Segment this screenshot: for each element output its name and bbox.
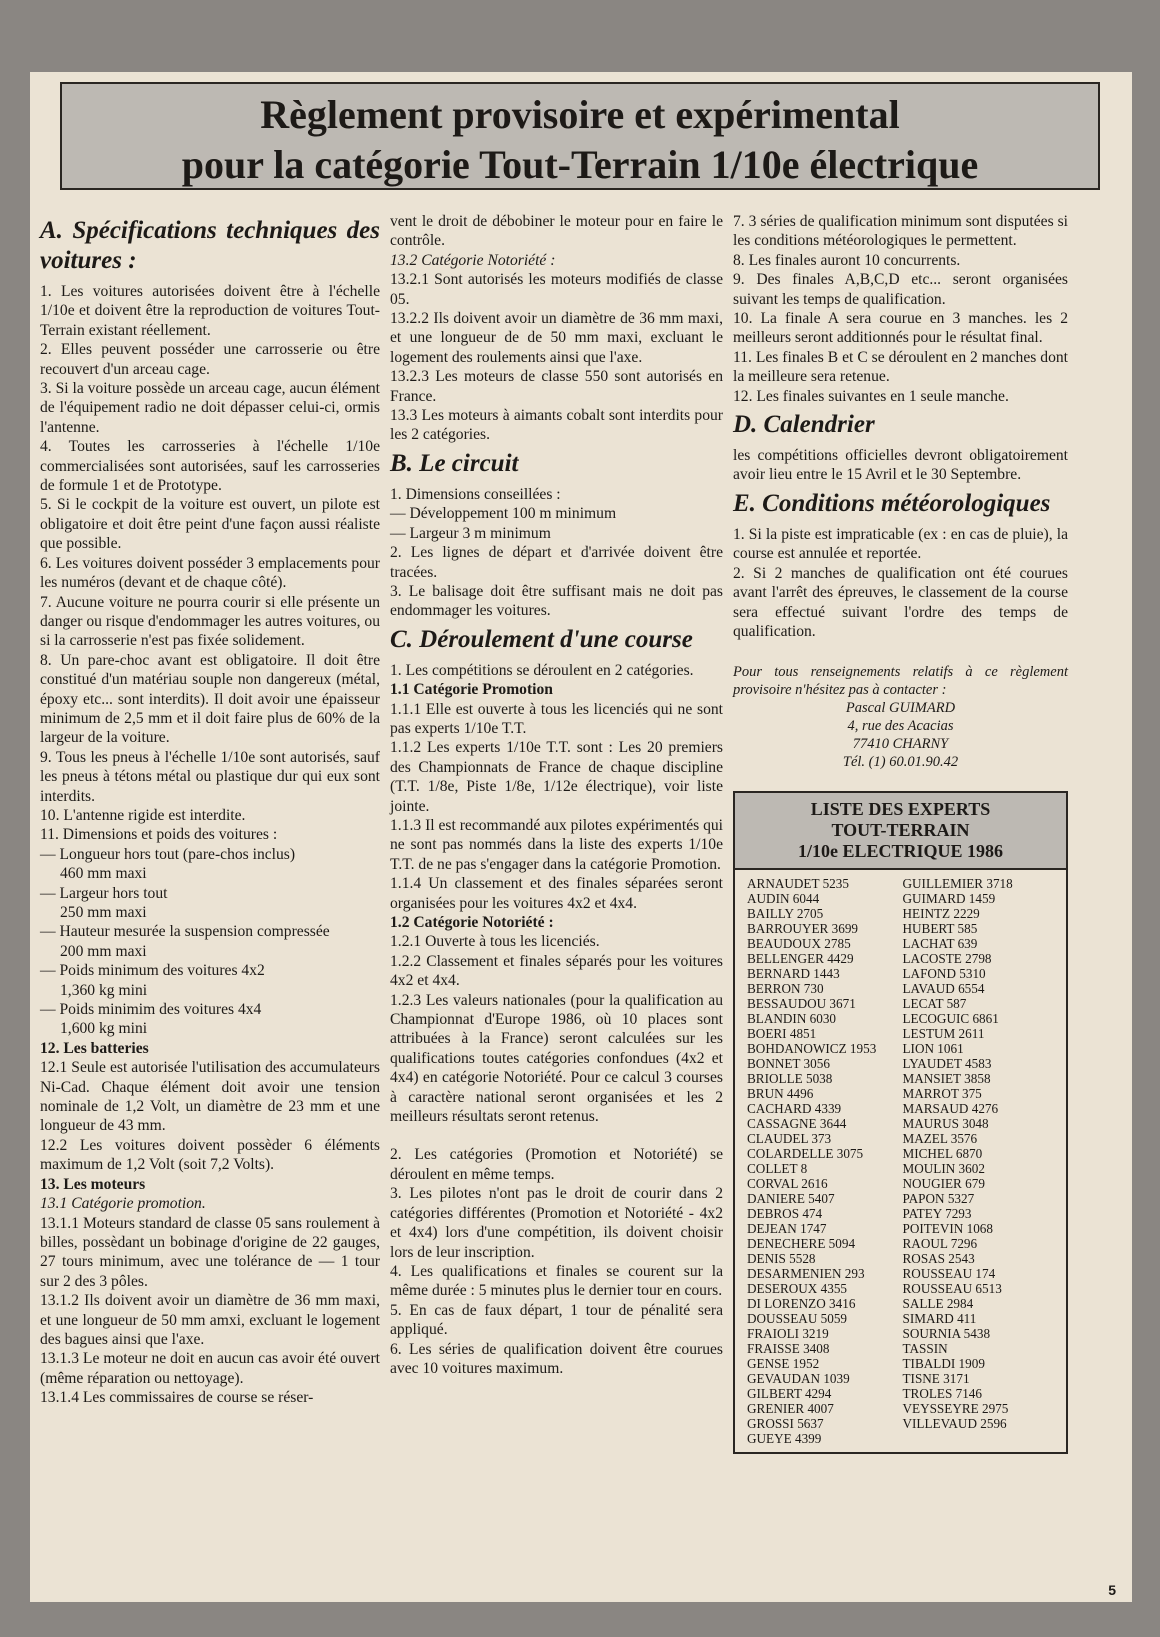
expert-entry: TISNE 3171 <box>902 1371 970 1387</box>
experts-head-1: LISTE DES EXPERTS <box>810 799 991 820</box>
expert-entry: GUEYE 4399 <box>747 1431 822 1447</box>
a-d1: — Longueur hors tout (pare-chos inclus) <box>40 845 296 863</box>
c10: 10. La finale A sera courue en 3 manches. les 2 meilleurs seront additionnés pour le résultat final. <box>733 310 1068 347</box>
c9: 9. Des finales A,B,C,D etc... seront organisées suivant les temps de qualification. <box>733 271 1068 308</box>
expert-entry: ROUSSEAU 174 <box>902 1266 996 1282</box>
a-d3: — Hauteur mesurée la suspension compressée <box>40 923 330 941</box>
expert-entry: NOUGIER 679 <box>902 1176 985 1192</box>
title-line-2: pour la catégorie Tout-Terrain 1/10e électrique <box>181 142 979 187</box>
c1: 1. Les compétitions se déroulent en 2 catégories. <box>390 661 694 679</box>
a-h12: 12. Les batteries <box>40 1039 149 1057</box>
expert-entry: MARSAUD 4276 <box>902 1101 999 1117</box>
contact-name: Pascal GUIMARD <box>845 700 956 717</box>
expert-entry: MAZEL 3576 <box>902 1131 978 1147</box>
expert-entry: BESSAUDOU 3671 <box>747 996 856 1012</box>
a-d5v: 1,600 kg mini <box>60 1020 148 1038</box>
expert-entry: AUDIN 6044 <box>747 891 820 907</box>
expert-entry: CACHARD 4339 <box>747 1101 842 1117</box>
expert-entry: GENSE 1952 <box>747 1356 820 1372</box>
expert-entry: LECAT 587 <box>902 996 967 1012</box>
b1b: — Largeur 3 m minimum <box>390 524 551 542</box>
a-p13-1-3: 13.1.3 Le moteur ne doit en aucun cas avoir été ouvert (même réparation ou nettoyage). <box>40 1350 380 1387</box>
contact-street: 4, rue des Acacias <box>847 718 954 735</box>
expert-entry: DESARMENIEN 293 <box>747 1266 865 1282</box>
b1: 1. Dimensions conseillées : <box>390 485 561 503</box>
expert-entry: FRAIOLI 3219 <box>747 1326 829 1342</box>
expert-entry: LAVAUD 6554 <box>902 981 985 997</box>
expert-entry: DOUSSEAU 5059 <box>747 1311 848 1327</box>
expert-entry: GRENIER 4007 <box>747 1401 834 1417</box>
c1-1-2: 1.1.2 Les experts 1/10e T.T. sont : Les 20 premiers des Championnats de France de chaque discipline (T.T. 1/8e, Piste 1/8e, 1/12e électrique), voir liste jointe. <box>390 739 723 815</box>
c2: 2. Les catégories (Promotion et Notoriété) se déroulent en même temps. <box>390 1146 723 1183</box>
b1a: — Développement 100 m minimum <box>390 505 617 523</box>
expert-entry: ROUSSEAU 6513 <box>902 1281 1002 1297</box>
expert-entry: LAFOND 5310 <box>902 966 986 982</box>
expert-entry: POITEVIN 1068 <box>902 1221 993 1237</box>
expert-entry: GROSSI 5637 <box>747 1416 824 1432</box>
e1: 1. Si la piste est impraticable (ex : en cas de pluie), la course est annulée et reportée. <box>733 525 1068 563</box>
a-d1v: 460 mm maxi <box>60 865 147 883</box>
a-p7: 7. Aucune voiture ne pourra courir si elle présente un danger ou risque d'endommager les autres voitures, ou si la carrosserie n'est pas fixée solidement. <box>40 593 380 650</box>
section-e-heading: E. Conditions météorologiques <box>733 489 1051 517</box>
b-cont: vent le droit de débobiner le moteur pour en faire le contrôle. <box>390 213 723 250</box>
b2: 2. Les lignes de départ et d'arrivée doivent être tracées. <box>390 544 723 581</box>
column-1 <box>40 212 380 1408</box>
experts-head-3: 1/10e ELECTRIQUE 1986 <box>797 841 1004 862</box>
column-2 <box>390 212 723 1378</box>
expert-entry: GUILLEMIER 3718 <box>902 876 1013 892</box>
a-p1: 1. Les voitures autorisées doivent être à l'échelle 1/10e et doivent être la reproduction de voitures Tout-Terrain existant réellement. <box>40 283 380 339</box>
c3: 3. Les pilotes n'ont pas le droit de courir dans 2 catégories différentes (Promotion et Notoriété - 4x2 et 4x4) lors d'une compétition, ils doivent choisir lors de leur inscription. <box>390 1185 723 1261</box>
expert-entry: SALLE 2984 <box>902 1296 974 1312</box>
experts-list <box>735 870 1066 1452</box>
a-p8: 8. Un pare-choc avant est obligatoire. Il doit être constitué d'un matériau souple non dangereux (métal, époxy etc... sont interdits). Il doit avoir une épaisseur minimum de 2,5 mm et il doit faire plus de 60% de la largeur de la voiture. <box>40 651 380 747</box>
a-h13: 13. Les moteurs <box>40 1175 146 1193</box>
expert-entry: COLLET 8 <box>747 1161 808 1177</box>
expert-entry: MOULIN 3602 <box>902 1161 985 1177</box>
experts-box <box>733 791 1068 1454</box>
section-d-heading: D. Calendrier <box>733 411 875 439</box>
contact-intro: Pour tous renseignements relatifs à ce règlement provisoire n'hésitez pas à contacter : <box>733 664 1068 699</box>
a-d5: — Poids minimim des voitures 4x4 <box>40 1001 262 1019</box>
expert-entry: DANIERE 5407 <box>747 1191 835 1207</box>
contact-city: 77410 CHARNY <box>852 736 949 753</box>
expert-entry: BELLENGER 4429 <box>747 951 854 967</box>
expert-entry: TIBALDI 1909 <box>902 1356 985 1372</box>
c6: 6. Les séries de qualification doivent être courues avec 10 voitures maximum. <box>390 1340 723 1377</box>
title-line-1: Règlement provisoire et expérimental <box>260 92 900 137</box>
expert-entry: PATEY 7293 <box>902 1206 972 1222</box>
a-p3: 3. Si la voiture possède un arceau cage, aucun élément de l'équipement radio ne doit dépasser celui-ci, ormis l'antenne. <box>40 380 380 436</box>
expert-entry: GEVAUDAN 1039 <box>747 1371 850 1387</box>
experts-header <box>735 793 1066 870</box>
expert-entry: GUIMARD 1459 <box>902 891 996 907</box>
expert-entry: BONNET 3056 <box>747 1056 830 1072</box>
expert-entry: BEAUDOUX 2785 <box>747 936 851 952</box>
expert-entry: FRAISSE 3408 <box>747 1341 830 1357</box>
section-c-heading: C. Déroulement d'une course <box>390 625 693 653</box>
expert-entry: BOHDANOWICZ 1953 <box>747 1041 877 1057</box>
expert-entry: HEINTZ 2229 <box>902 906 980 922</box>
expert-entry: PAPON 5327 <box>902 1191 975 1207</box>
expert-entry: DENECHERE 5094 <box>747 1236 856 1252</box>
expert-entry: VILLEVAUD 2596 <box>902 1416 1007 1432</box>
expert-entry: GILBERT 4294 <box>747 1386 832 1402</box>
a-d2v: 250 mm maxi <box>60 904 147 921</box>
expert-entry: CORVAL 2616 <box>747 1176 828 1192</box>
expert-entry: COLARDELLE 3075 <box>747 1146 864 1162</box>
c1-2: 1.2 Catégorie Notoriété : <box>390 914 554 931</box>
section-a-heading: A. Spécifications techniques des voitures : <box>40 217 380 274</box>
expert-entry: MARROT 375 <box>902 1086 982 1102</box>
expert-entry: BLANDIN 6030 <box>747 1011 837 1027</box>
expert-entry: MANSIET 3858 <box>902 1071 991 1087</box>
expert-entry: VEYSSEYRE 2975 <box>902 1401 1009 1417</box>
a-p13-1-2: 13.1.2 Ils doivent avoir un diamètre de 36 mm maxi, et une longueur de 50 mm amxi, excluant le logement des bagues ainsi que l'axe. <box>40 1292 380 1348</box>
expert-entry: ARNAUDET 5235 <box>747 876 849 892</box>
a-h13-1: 13.1 Catégorie promotion. <box>40 1195 206 1213</box>
experts-column-right <box>903 876 1059 1446</box>
a-p6: 6. Les voitures doivent posséder 3 emplacements pour les numéros (devant et de chaque côté). <box>40 554 380 592</box>
a-d2: — Largeur hors tout <box>40 884 168 902</box>
expert-entry: BRIOLLE 5038 <box>747 1071 833 1087</box>
a-d3v: 200 mm maxi <box>60 942 147 960</box>
c8: 8. Les finales auront 10 concurrents. <box>733 251 961 269</box>
contact-tel: Tél. (1) 60.01.90.42 <box>842 754 959 771</box>
a-p12-2: 12.2 Les voitures doivent possèder 6 éléments maximum de 1,2 Volt (soit 7,2 Volts). <box>40 1136 380 1174</box>
expert-entry: DI LORENZO 3416 <box>747 1296 856 1312</box>
a-p4: 4. Toutes les carrosseries à l'échelle 1/10e commercialisées sont autorisées, sauf les carrosseries de formule 1 et de Prototype. <box>40 438 380 495</box>
b3: 3. Le balisage doit être suffisant mais ne doit pas endommager les voitures. <box>390 582 723 620</box>
c1-2-2: 1.2.2 Classement et finales séparés pour les voitures 4x2 et 4x4. <box>390 952 723 990</box>
expert-entry: BRUN 4496 <box>747 1086 814 1102</box>
expert-entry: LACHAT 639 <box>902 936 978 952</box>
expert-entry: LYAUDET 4583 <box>902 1056 992 1072</box>
expert-entry: MICHEL 6870 <box>902 1146 983 1162</box>
b-p13-2-2: 13.2.2 Ils doivent avoir un diamètre de 36 mm maxi, et une longueur de de 50 mm maxi, excluant le logement des roulements ainsi que l'axe. <box>390 310 723 366</box>
expert-entry: HUBERT 585 <box>902 921 978 937</box>
a-p5: 5. Si le cockpit de la voiture est ouvert, un pilote est obligatoire et doit être peint d'une façon aussi réaliste que possible. <box>40 496 380 553</box>
expert-entry: LACOSTE 2798 <box>902 951 992 967</box>
expert-entry: ROSAS 2543 <box>902 1251 975 1267</box>
contact-block <box>733 663 1068 771</box>
c1-1-4: 1.1.4 Un classement et des finales séparées seront organisées pour les voitures 4x2 et 4x4. <box>390 875 723 912</box>
a-p12-1: 12.1 Seule est autorisée l'utilisation des accumulateurs Ni-Cad. Chaque élément doit avoir une tension nominale de 1,2 Volt, un diamètre de 23 mm et une longueur de 43 mm. <box>40 1059 380 1135</box>
expert-entry: CLAUDEL 373 <box>747 1131 832 1147</box>
a-d4v: 1,360 kg mini <box>60 981 148 999</box>
expert-entry: MAURUS 3048 <box>902 1116 989 1132</box>
expert-entry: DEJEAN 1747 <box>747 1221 827 1237</box>
b-p13-2-1: 13.2.1 Sont autorisés les moteurs modifiés de classe 05. <box>390 271 723 308</box>
b-h13-2: 13.2 Catégorie Notoriété : <box>390 251 556 269</box>
a-p13-1-4: 13.1.4 Les commissaires de course se réser- <box>40 1389 314 1407</box>
d-text: les compétitions officielles devront obligatoirement avoir lieu entre le 15 Avril et le 30 Septembre. <box>733 447 1068 484</box>
c1-2-3: 1.2.3 Les valeurs nationales (pour la qualification au Championnat d'Europe 1986, où 10 places sont attribuées à la France) seront calculées sur les qualifications toutes catégories confondues (4x2 et 4x4) en catégorie Notoriété. Pour ce calcul 3 courses à caractère national seront organisées et les 2 meilleurs résultats seront retenus. <box>390 991 723 1126</box>
c1-1-3: 1.1.3 Il est recommandé aux pilotes expérimentés qui ne sont pas nommés dans la liste des experts 1/10e T.T. de ne pas s'engager dans la catégorie Promotion. <box>390 816 724 873</box>
expert-entry: BOERI 4851 <box>747 1026 817 1042</box>
experts-head-2: TOUT-TERRAIN <box>831 820 970 841</box>
expert-entry: LECOGUIC 6861 <box>902 1011 999 1027</box>
c7: 7. 3 séries de qualification minimum sont disputées si les conditions météorologiques le permettent. <box>733 213 1068 250</box>
c1-1-1: 1.1.1 Elle est ouverte à tous les licenciés qui ne sont pas experts 1/10e T.T. <box>390 700 723 737</box>
expert-entry: SOURNIA 5438 <box>902 1326 991 1342</box>
expert-entry: RAOUL 7296 <box>902 1236 978 1252</box>
c5: 5. En cas de faux départ, 1 tour de pénalité sera appliqué. <box>390 1301 723 1339</box>
expert-entry: LION 1061 <box>902 1041 964 1057</box>
magazine-page <box>30 72 1132 1602</box>
expert-entry: LESTUM 2611 <box>902 1026 985 1042</box>
section-b-heading: B. Le circuit <box>390 449 519 477</box>
expert-entry: DENIS 5528 <box>747 1251 816 1267</box>
e2: 2. Si 2 manches de qualification ont été courues avant l'arrêt des épreuves, le classement de la course sera effectué suivant l'ordre des temps de qualification. <box>733 564 1068 640</box>
a-p10: 10. L'antenne rigide est interdite. <box>40 806 246 824</box>
expert-entry: BAILLY 2705 <box>747 906 824 922</box>
a-p11: 11. Dimensions et poids des voitures : <box>40 826 278 844</box>
expert-entry: TASSIN <box>902 1341 948 1357</box>
expert-entry: BARROUYER 3699 <box>747 921 859 937</box>
b-p13-3: 13.3 Les moteurs à aimants cobalt sont interdits pour les 2 catégories. <box>390 407 723 444</box>
expert-entry: CASSAGNE 3644 <box>747 1116 847 1132</box>
a-p9: 9. Tous les pneus à l'échelle 1/10e sont autorisés, sauf les pneus à tétons métal ou plastique dur qui eux sont interdits. <box>40 748 380 805</box>
expert-entry: DESEROUX 4355 <box>747 1281 848 1297</box>
title-box <box>60 82 1100 190</box>
b-p13-2-3: 13.2.3 Les moteurs de classe 550 sont autorisés en France. <box>390 368 723 405</box>
c1-1: 1.1 Catégorie Promotion <box>390 681 553 699</box>
expert-entry: BERNARD 1443 <box>747 966 840 982</box>
c4: 4. Les qualifications et finales se courent sur la même durée : 5 minutes plus le dernier tour en cours. <box>390 1262 723 1300</box>
c1-2-1: 1.2.1 Ouverte à tous les licenciés. <box>390 933 600 951</box>
expert-entry: BERRON 730 <box>747 981 824 997</box>
c11: 11. Les finales B et C se déroulent en 2 manches dont la meilleure sera retenue. <box>733 348 1068 386</box>
a-d4: — Poids minimum des voitures 4x2 <box>40 962 265 980</box>
column-3 <box>733 212 1068 1454</box>
experts-column-left <box>747 876 903 1446</box>
a-p13-1-1: 13.1.1 Moteurs standard de classe 05 sans roulement à billes, possèdant un bobinage d'origine de 22 gauges, 27 tours minimum, avec une tolérance de — 1 tour sur 2 des 3 pôles. <box>40 1214 380 1290</box>
a-p2: 2. Elles peuvent posséder une carrosserie ou être recouvert d'un arceau cage. <box>40 341 380 378</box>
expert-entry: DEBROS 474 <box>747 1206 823 1222</box>
expert-entry: SIMARD 411 <box>902 1311 977 1327</box>
page-number: 5 <box>1108 1582 1116 1598</box>
expert-entry: TROLES 7146 <box>902 1386 982 1402</box>
c12: 12. Les finales suivantes en 1 seule manche. <box>733 387 1009 405</box>
